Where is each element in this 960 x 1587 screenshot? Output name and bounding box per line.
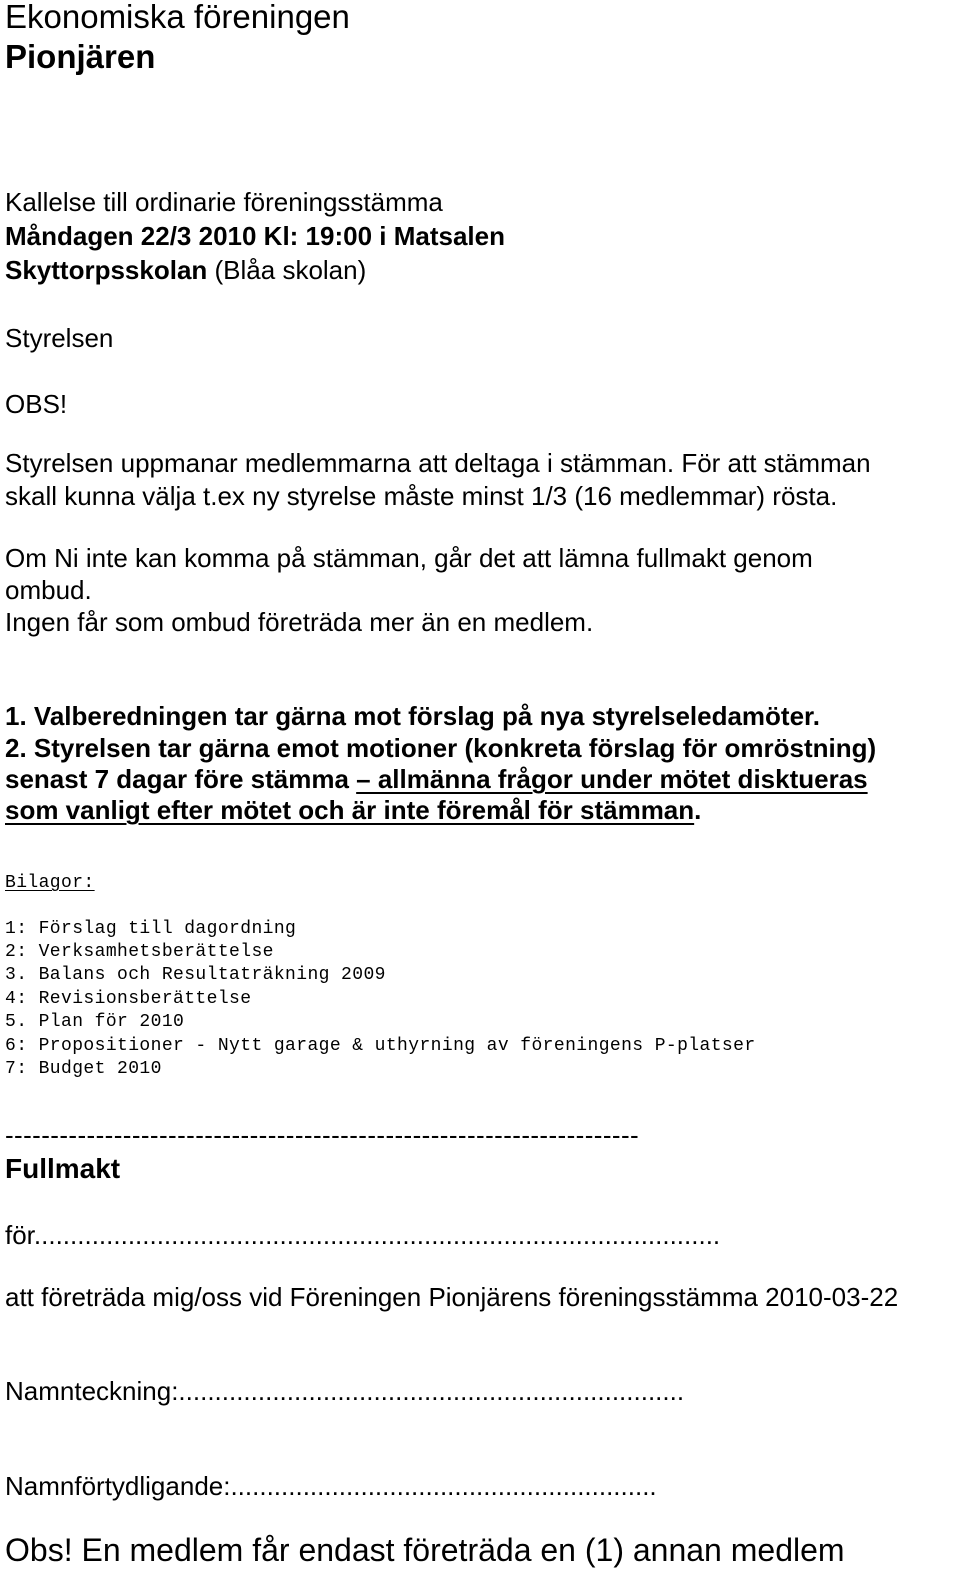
separator-line: ---------------------------------------------------------------------- <box>5 1120 640 1150</box>
attachment-item: 3. Balans och Resultaträkning 2009 <box>5 965 386 985</box>
invitation-line1: Kallelse till ordinarie föreningsstämma <box>5 187 443 217</box>
venue-note: (Blåa skolan) <box>207 255 367 285</box>
notice-para1-line2: skall kunna välja t.ex ny styrelse måste minst 1/3 (16 medlemmar) rösta. <box>5 481 838 511</box>
venue-name: Skyttorpsskolan <box>5 255 208 285</box>
point-2-underlined-text: – allmänna frågor under mötet disktueras <box>356 764 868 794</box>
point-2-line1: 2. Styrelsen tar gärna emot motioner (konkreta förslag för omröstning) <box>5 733 877 763</box>
attachment-item: 4: Revisionsberättelse <box>5 989 252 1009</box>
point-2-end: . <box>694 795 702 825</box>
proxy-for-field: för............................................................................................... <box>5 1220 721 1250</box>
attachment-item: 2: Verksamhetsberättelse <box>5 942 274 962</box>
attachment-item: 6: Propositioner - Nytt garage & uthyrning av föreningens P-platser <box>5 1036 756 1056</box>
proxy-title: Fullmakt <box>5 1153 121 1184</box>
point-2-line2 <box>5 766 868 792</box>
proxy-purpose: att företräda mig/oss vid Föreningen Pionjärens föreningsstämma 2010-03-22 <box>5 1282 899 1312</box>
point-2-underlined-text-cont: som vanligt efter mötet och är inte föremål för stämman <box>5 795 695 825</box>
invitation-line3 <box>5 257 366 283</box>
attachment-item: 5. Plan för 2010 <box>5 1012 185 1032</box>
org-name-line2: Pionjären <box>5 38 156 75</box>
notice-para1-line1: Styrelsen uppmanar medlemmarna att deltaga i stämman. För att stämman <box>5 448 871 478</box>
attachments-heading: Bilagor: <box>5 873 95 893</box>
org-name-line1: Ekonomiska föreningen <box>5 0 350 35</box>
point-2-plain-text: senast 7 dagar före stämma <box>5 764 357 794</box>
signature-field: Namnteckning:...................................................................... <box>5 1376 685 1406</box>
invitation-line2: Måndagen 22/3 2010 Kl: 19:00 i Matsalen <box>5 221 505 251</box>
proxy-note: Obs! En medlem får endast företräda en (1) annan medlem <box>5 1532 845 1568</box>
obs-label: OBS! <box>5 389 68 419</box>
point-1: 1. Valberedningen tar gärna mot förslag på nya styrelseledamöter. <box>5 701 820 731</box>
point-2-line3 <box>5 797 701 823</box>
notice-para2-line1: Om Ni inte kan komma på stämman, går det att lämna fullmakt genom <box>5 543 813 573</box>
name-clarification-field: Namnförtydligande:........................................................... <box>5 1471 657 1501</box>
attachment-item: 7: Budget 2010 <box>5 1059 162 1079</box>
notice-para2-line2: ombud. <box>5 575 92 605</box>
signed-by: Styrelsen <box>5 323 114 353</box>
notice-para2-line3: Ingen får som ombud företräda mer än en medlem. <box>5 607 594 637</box>
attachment-item: 1: Förslag till dagordning <box>5 919 297 939</box>
